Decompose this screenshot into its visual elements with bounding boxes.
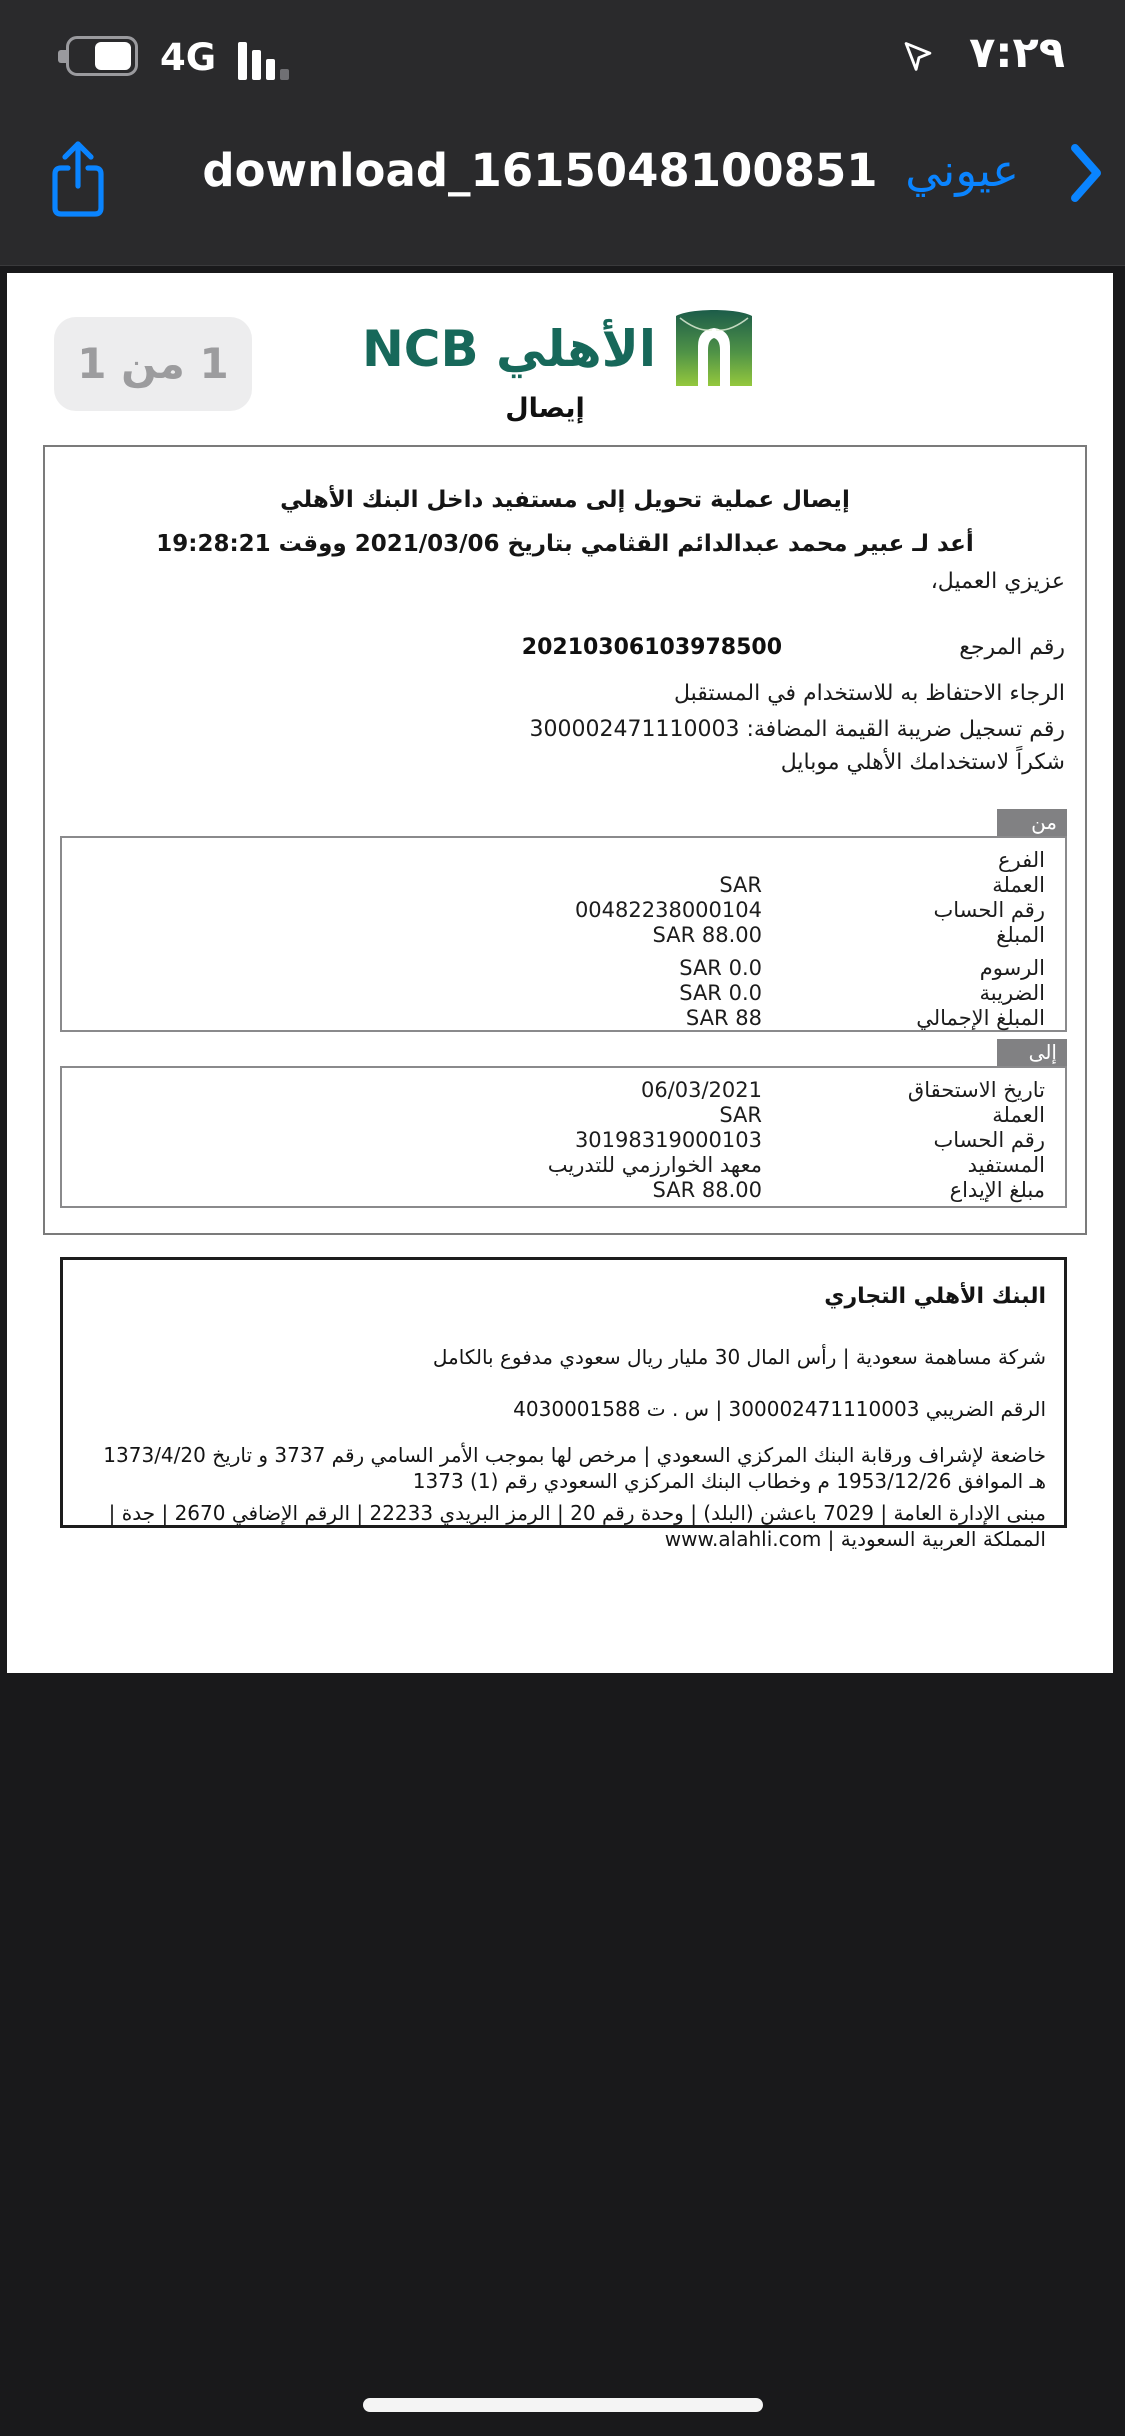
row-label: رقم الحساب [933,898,1045,922]
bank-logo-text: NCB الأهلي [361,320,657,378]
row-label: العملة [992,1103,1045,1127]
battery-icon [52,34,144,78]
bank-info-line: شركة مساهمة سعودية | رأس المال 30 مليار ريال سعودي مدفوع بالكامل [432,1345,1046,1369]
table-row [62,898,1065,923]
document-title: download_1615048100851 [202,144,878,197]
home-indicator[interactable] [363,2398,763,2412]
cellular-signal-icon [238,40,302,80]
row-label: المبلغ [996,923,1045,947]
thanks-note: شكراً لاستخدامك الأهلي موبايل [780,750,1065,775]
table-row [62,848,1065,873]
bank-info-line: مبنى الإدارة العامة | 7029 باعشن (البلد) | وحدة رقم 20 | الرمز البريدي 22233 | الرقم الإضافي 2670 | جدة | المملكة العربية السعودية | www.alahli.com [108,1501,1046,1551]
to-section-table [60,1066,1067,1208]
table-row [62,873,1065,898]
row-label: مبلغ الإيداع [949,1178,1045,1202]
location-arrow-icon [899,38,937,80]
nav-bar [0,100,1125,264]
battery-body [66,36,138,76]
pdf-page [7,273,1113,1673]
share-button[interactable] [46,138,110,222]
receipt-main-box [43,445,1087,1235]
table-row [62,981,1065,1006]
row-value: 0.0 SAR [679,981,762,1005]
table-row [62,956,1065,981]
top-bars [0,0,1125,266]
row-value: SAR [719,873,762,897]
row-value: 88 SAR [685,1006,762,1030]
receipt-heading: إيصال [505,393,585,424]
row-label: الفرع [998,848,1045,872]
row-label: رقم الحساب [933,1128,1045,1152]
receipt-title-line2: أعد لـ عبير محمد عبدالدائم القثامي بتاريخ 2021/03/06 ووقت 19:28:21 [156,531,974,557]
row-value: 88.00 SAR [652,1178,762,1202]
table-row [62,1153,1065,1178]
row-value: 00482238000104 [574,898,762,922]
table-row [62,1006,1065,1031]
row-value [332,848,762,873]
row-label: المبلغ الإجمالي [916,1006,1045,1030]
to-section-tab: إلى [997,1039,1067,1066]
from-section-table [60,836,1067,1032]
row-value: معهد الخوارزمي للتدريب [547,1153,762,1177]
reference-value: 20210306103978500 [521,635,782,660]
row-value: 30198319000103 [574,1128,762,1152]
bank-info-line: خاضعة لإشراف ورقابة البنك المركزي السعودي | مرخص لها بموجب الأمر السامي رقم 3737 و تاريخ 1373/4/20 هـ الموافق 1953/12/26 م وخطاب البنك المركزي السعودي رقم (1) 1373 [103,1443,1046,1493]
row-value: 06/03/2021 [640,1078,762,1102]
bank-name: البنك الأهلي التجاري [824,1284,1046,1309]
back-chevron-icon[interactable] [1067,140,1107,210]
table-row [62,923,1065,948]
pdf-viewer [0,267,1125,2436]
row-value: 0.0 SAR [679,956,762,980]
page-count-badge: 1 من 1 [54,317,252,411]
greeting-text: عزيزي العميل، [930,569,1065,594]
table-row [62,1078,1065,1103]
row-label: الرسوم [979,956,1045,980]
row-label: العملة [992,873,1045,897]
from-section-tab: من [997,809,1067,836]
table-row [62,1103,1065,1128]
row-value: 88.00 SAR [652,923,762,947]
table-row [62,1128,1065,1153]
network-type-label: 4G [160,36,217,79]
row-label: الضريبة [979,981,1045,1005]
vat-registration-line: رقم تسجيل ضريبة القيمة المضافة: 300002471110003 [529,717,1065,742]
row-label: تاريخ الاستحقاق [907,1078,1045,1102]
reference-label: رقم المرجع [959,635,1065,660]
status-bar [0,0,1125,100]
reference-row [65,635,1065,660]
row-label: المستفيد [967,1153,1045,1177]
clock: ٧:٢٩ [969,28,1065,78]
battery-cap [58,50,66,63]
receipt-title-line1: إيصال عملية تحويل إلى مستفيد داخل البنك الأهلي [280,487,850,513]
back-button-label[interactable]: عيوني [905,144,1019,197]
row-value: SAR [719,1103,762,1127]
table-row [62,1178,1065,1203]
battery-fill [95,42,131,70]
ncb-arch-logo-icon [670,306,758,392]
bank-info-box [60,1257,1067,1551]
bank-info-line: الرقم الضريبي 300002471110003 | س . ت 4030001588 [513,1397,1046,1421]
keep-note: الرجاء الاحتفاظ به للاستخدام في المستقبل [673,681,1065,706]
